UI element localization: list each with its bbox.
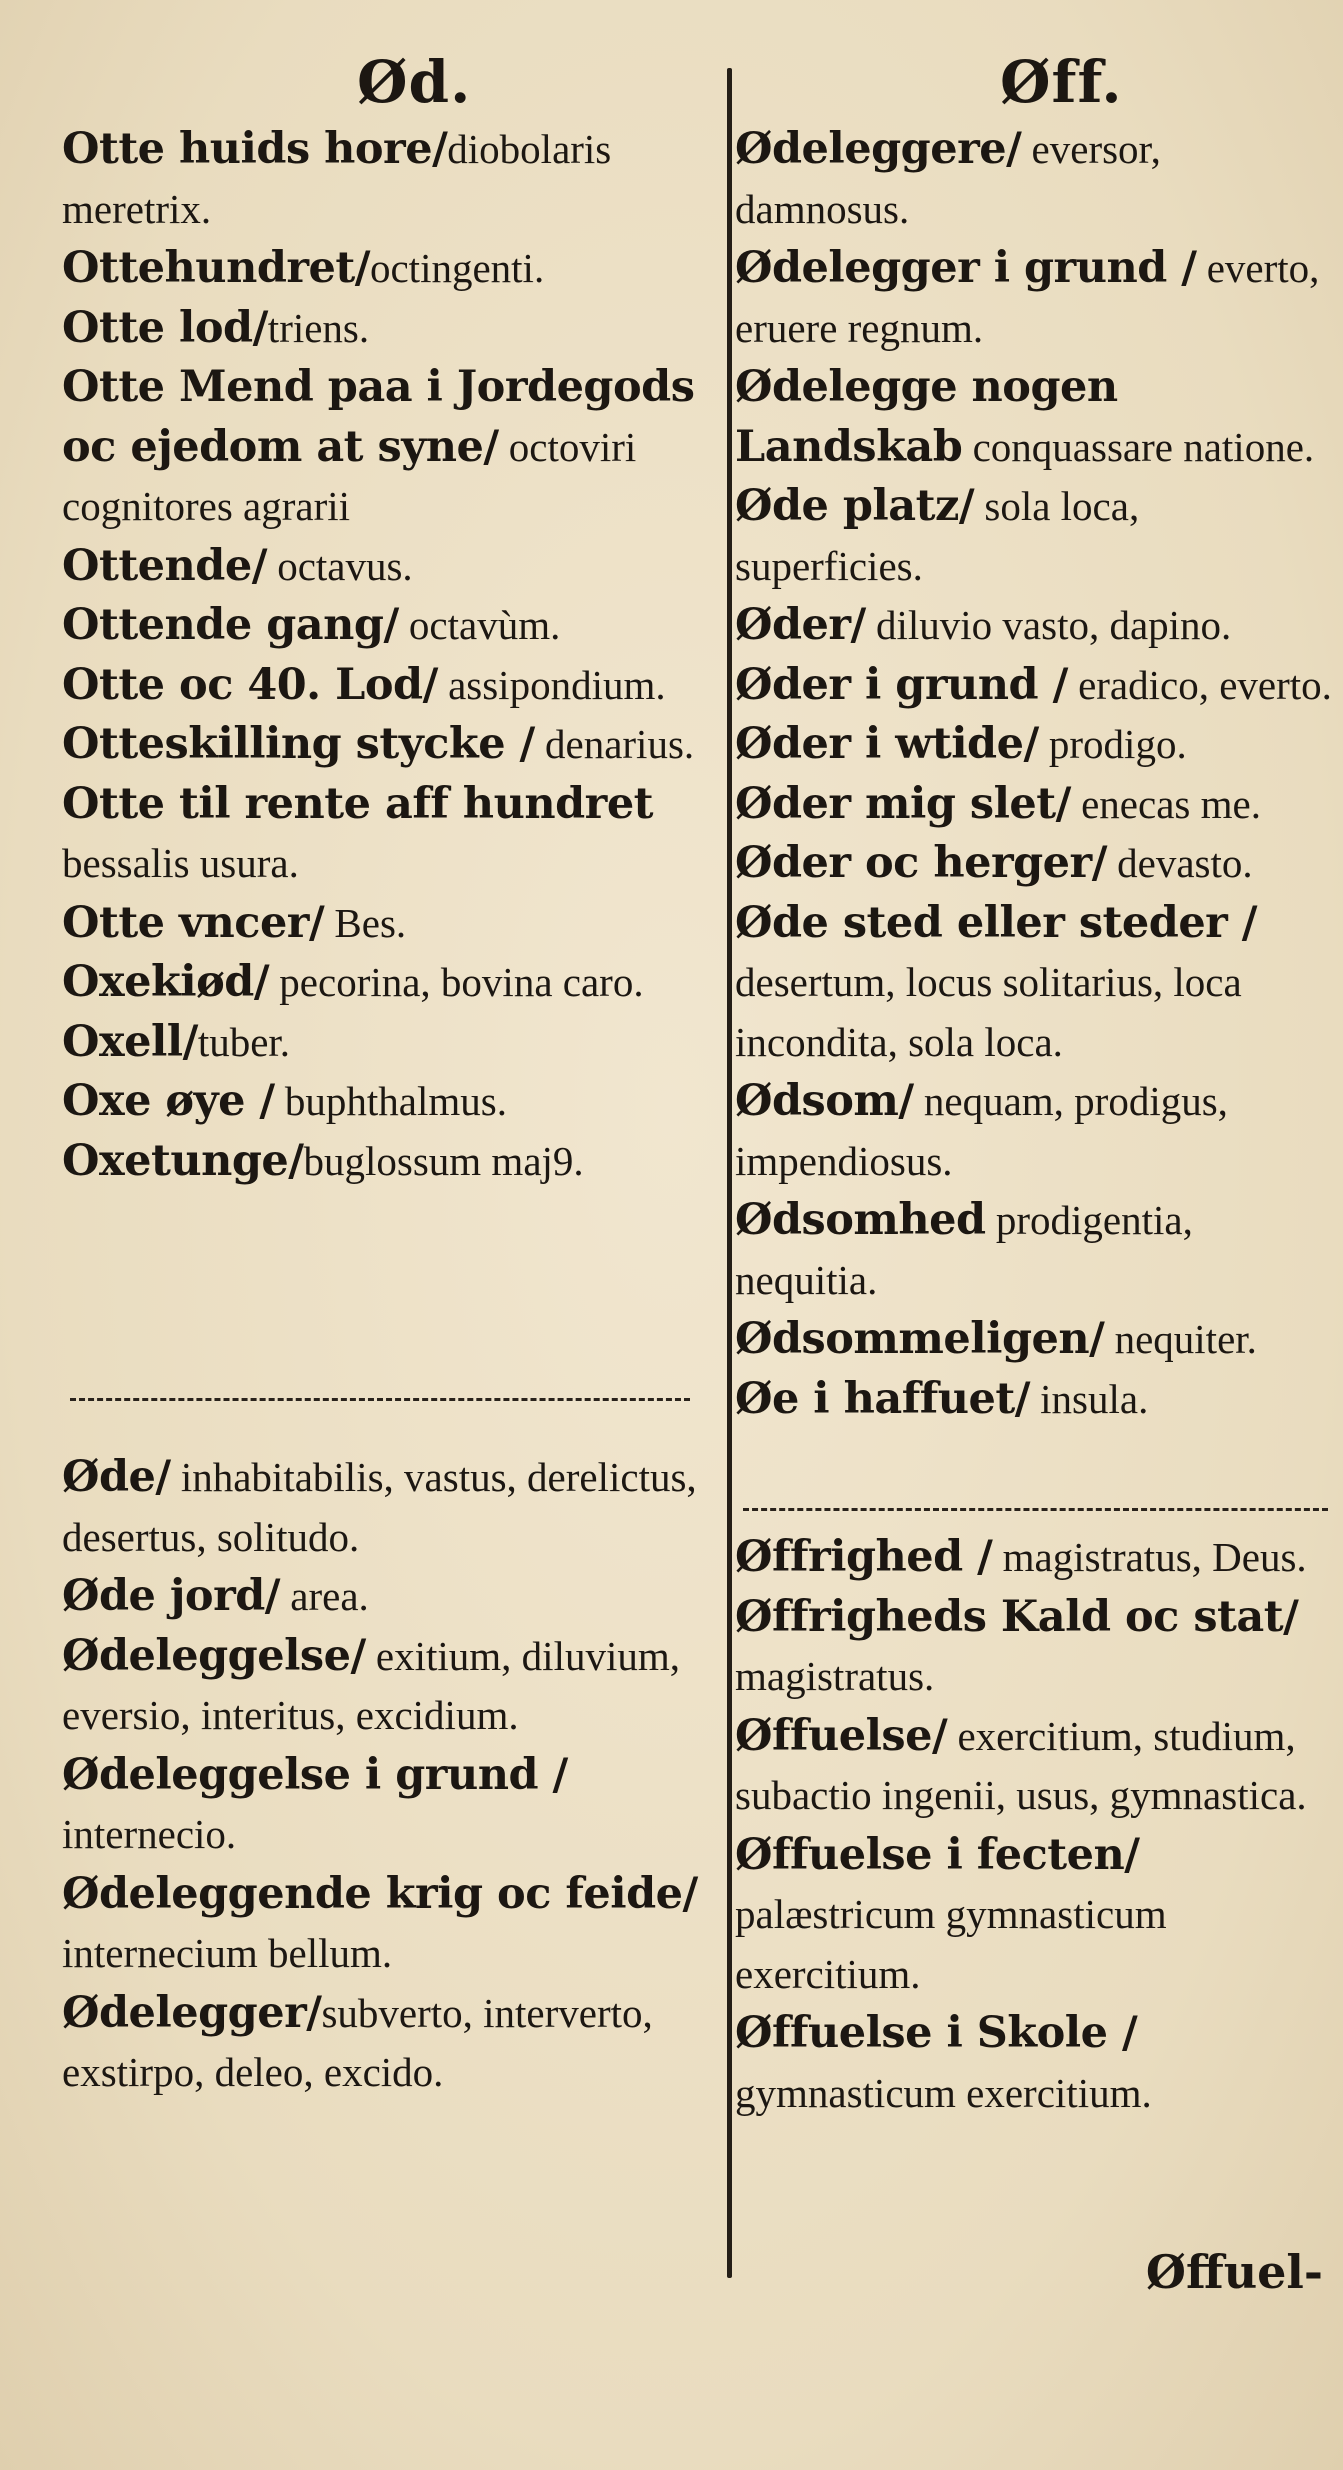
headword: Otte huids hore/ xyxy=(62,124,448,174)
definition: Bes. xyxy=(334,899,407,946)
definition: octavus. xyxy=(277,542,413,589)
headword: Øde/ xyxy=(62,1452,171,1502)
headword: Ottehundret/ xyxy=(62,243,370,293)
headword: Øde jord/ xyxy=(62,1571,281,1621)
dictionary-entry xyxy=(735,834,1335,894)
section-divider-rule xyxy=(70,1398,690,1401)
right-entries-bottom xyxy=(735,1528,1335,2123)
definition: bessalis usura. xyxy=(62,840,299,886)
headword: Ødsom/ xyxy=(735,1076,914,1126)
dictionary-entry xyxy=(62,953,712,1013)
dictionary-entry xyxy=(735,656,1335,716)
headword: Øder i grund / xyxy=(735,659,1068,710)
dictionary-entry xyxy=(62,1013,712,1073)
dictionary-entry xyxy=(62,1984,712,2103)
headword: Øder i wtide/ xyxy=(735,719,1039,769)
headword: Øe i haffuet/ xyxy=(735,1373,1030,1424)
definition: eradico, everto. xyxy=(1078,661,1332,708)
definition: octoviri cognitores agrarii xyxy=(62,423,637,529)
headword: Oxekiød/ xyxy=(62,957,270,1007)
dictionary-entry xyxy=(735,1072,1335,1191)
definition: octingenti. xyxy=(369,245,545,291)
definition: nequam, prodigus, impendiosus. xyxy=(735,1078,1228,1184)
headword: Ødeleggende krig oc feide/ xyxy=(62,1868,698,1919)
right-running-header: Øff. xyxy=(1000,48,1123,116)
dictionary-entry xyxy=(62,299,712,359)
left-entries-top xyxy=(62,120,712,1191)
headword: Øder oc herger/ xyxy=(735,838,1107,888)
dictionary-entry xyxy=(735,775,1335,835)
dictionary-entry xyxy=(62,120,712,239)
definition: tuber. xyxy=(197,1018,291,1065)
dictionary-entry xyxy=(62,358,712,537)
definition: area. xyxy=(290,1573,369,1619)
dictionary-entry xyxy=(735,1707,1335,1826)
definition: inhabitabilis, vastus, derelictus, desertus, solitudo. xyxy=(62,1454,697,1560)
dictionary-entry xyxy=(735,596,1335,656)
definition: gymnasticum exercitium. xyxy=(735,2069,1152,2116)
left-running-header: Ød. xyxy=(357,48,472,116)
definition: magistratus. xyxy=(735,1653,935,1699)
headword: Øde platz/ xyxy=(735,481,975,531)
dictionary-entry xyxy=(735,239,1335,358)
dictionary-entry xyxy=(735,358,1335,477)
dictionary-entry xyxy=(735,1528,1335,1588)
headword: Øffrigheds Kald oc stat/ xyxy=(735,1591,1299,1642)
headword: Otte oc 40. Lod/ xyxy=(62,659,438,710)
definition: prodigo. xyxy=(1048,721,1187,767)
headword: Ødsommeligen/ xyxy=(735,1314,1105,1364)
left-entries-bottom xyxy=(62,1448,712,2103)
definition: exercitium, studium, subactio ingenii, usus, gymnastica. xyxy=(735,1712,1307,1818)
definition: internecio. xyxy=(62,1811,237,1857)
definition: palæstricum gymnasticum exercitium. xyxy=(735,1891,1167,1997)
catchword: Øffuel- xyxy=(1145,2245,1323,2299)
headword: Ødelegge nogen Landskab xyxy=(735,362,1118,472)
headword: Øffuelse i Skole / xyxy=(735,2008,1138,2058)
dictionary-entry xyxy=(62,775,712,894)
definition: desertum, locus solitarius, loca incondita, sola loca. xyxy=(735,959,1242,1065)
dictionary-entry xyxy=(735,1310,1335,1370)
headword: Øffrighed / xyxy=(735,1532,993,1582)
definition: diluvio vasto, dapino. xyxy=(876,602,1232,648)
definition: insula. xyxy=(1040,1375,1149,1422)
headword: Ødsomhed xyxy=(735,1195,986,1245)
dictionary-entry xyxy=(735,715,1335,775)
headword: Ødeleggelse i grund / xyxy=(62,1749,568,1800)
dictionary-entry xyxy=(735,1370,1335,1430)
definition: conquassare natione. xyxy=(972,423,1315,470)
headword: Otteskilling stycke / xyxy=(62,719,535,769)
dictionary-entry xyxy=(62,239,712,299)
headword: Otte Mend paa i Jordegods oc ejedom at syne/ xyxy=(62,362,695,472)
headword: Ottende/ xyxy=(62,540,267,591)
headword: Oxetunge/ xyxy=(62,1135,304,1186)
definition: octavùm. xyxy=(408,602,561,648)
headword: Ødeleggelse/ xyxy=(62,1630,366,1681)
dictionary-entry xyxy=(735,894,1335,1073)
definition: triens. xyxy=(267,304,370,351)
dictionary-entry xyxy=(62,1865,712,1984)
dictionary-entry xyxy=(62,596,712,656)
headword: Otte vncer/ xyxy=(62,897,325,948)
dictionary-entry xyxy=(735,1588,1335,1707)
headword: Oxe øye / xyxy=(62,1076,275,1126)
headword: Otte til rente aff hundret xyxy=(62,778,654,829)
headword: Øffuelse i fecten/ xyxy=(735,1829,1140,1880)
definition: enecas me. xyxy=(1081,780,1261,827)
definition: internecium bellum. xyxy=(62,1930,393,1976)
definition: buphthalmus. xyxy=(284,1078,507,1124)
right-entries-top xyxy=(735,120,1335,1429)
definition: nequiter. xyxy=(1114,1316,1257,1362)
headword: Ødeleggere/ xyxy=(735,124,1022,174)
definition: pecorina, bovina caro. xyxy=(279,959,644,1005)
dictionary-entry xyxy=(62,1448,712,1567)
dictionary-entry xyxy=(62,715,712,775)
dictionary-entry xyxy=(735,1191,1335,1310)
dictionary-entry xyxy=(62,1132,712,1192)
headword: Øde sted eller steder / xyxy=(735,897,1258,948)
dictionary-entry xyxy=(735,120,1335,239)
definition: eversor, damnosus. xyxy=(735,126,1161,232)
definition: devasto. xyxy=(1117,840,1253,886)
dictionary-entry xyxy=(735,1826,1335,2005)
dictionary-entry xyxy=(735,2004,1335,2123)
dictionary-entry xyxy=(62,1746,712,1865)
dictionary-entry xyxy=(62,1567,712,1627)
headword: Ødelegger i grund / xyxy=(735,243,1197,293)
definition: denarius. xyxy=(545,721,695,767)
headword: Oxell/ xyxy=(62,1016,198,1067)
definition: everto, eruere regnum. xyxy=(735,245,1320,351)
definition: exitium, diluvium, eversio, interitus, excidium. xyxy=(62,1632,680,1738)
headword: Ottende gang/ xyxy=(62,600,399,650)
definition: sola loca, superficies. xyxy=(735,483,1140,589)
dictionary-entry xyxy=(735,477,1335,596)
definition: magistratus, Deus. xyxy=(1002,1534,1307,1580)
dictionary-entry xyxy=(62,1072,712,1132)
definition: diobolaris meretrix. xyxy=(62,126,612,232)
headword: Øffuelse/ xyxy=(735,1710,948,1761)
dictionary-entry xyxy=(62,656,712,716)
section-divider-rule xyxy=(743,1508,1328,1511)
column-divider-rule xyxy=(727,68,732,2278)
definition: assipondium. xyxy=(448,661,666,708)
dictionary-entry xyxy=(62,1627,712,1746)
headword: Otte lod/ xyxy=(62,302,268,353)
dictionary-entry xyxy=(62,894,712,954)
definition: buglossum maj9. xyxy=(303,1137,584,1184)
definition: prodigentia, nequitia. xyxy=(735,1197,1193,1303)
headword: Øder/ xyxy=(735,600,866,650)
headword: Øder mig slet/ xyxy=(735,778,1071,829)
dictionary-entry xyxy=(62,537,712,597)
definition: subverto, interverto, exstirpo, deleo, excido. xyxy=(62,1989,653,2095)
headword: Ødelegger/ xyxy=(62,1987,322,2038)
